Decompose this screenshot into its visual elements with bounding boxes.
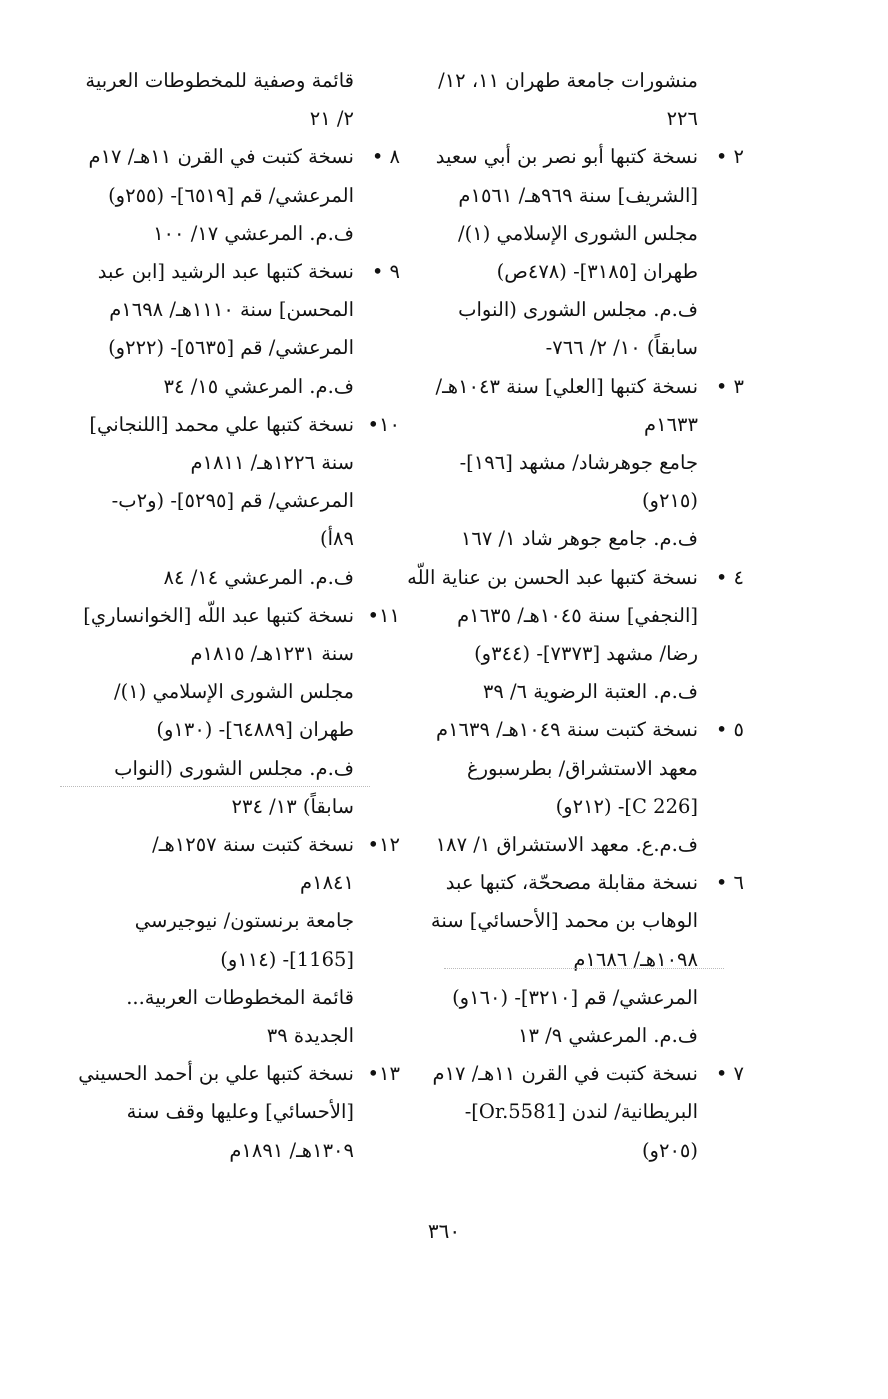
text-line: [الشريف] سنة ٩٦٩هـ/ ١٥٦١م xyxy=(458,183,698,207)
text-line: نسخة كتبها [العلي] سنة ١٠٤٣هـ/ xyxy=(435,374,698,398)
text-line: البريطانية/ لندن [Or.5581]- xyxy=(464,1100,698,1124)
text-line: نسخة كتبت سنة ١٢٥٧هـ/ xyxy=(152,833,354,857)
manuscript-entry xyxy=(50,406,400,597)
text-line: (٢١٥و) xyxy=(641,489,698,513)
text-line: [النجفي] سنة ١٠٤٥هـ/ ١٦٣٥م xyxy=(457,603,698,627)
text-line: ف.م.ع. معهد الاستشراق ١/ ١٨٧ xyxy=(435,833,698,857)
text-line: ف.م. المرعشي ٩/ ١٣ xyxy=(518,1024,698,1048)
text-line: ٢/ ٢١ xyxy=(309,107,354,131)
text-line: سابقاً) ١٠/ ٢/ ٧٦٦- xyxy=(545,336,698,360)
entry-number: ١٠• xyxy=(367,412,400,436)
text-line: نسخة كتبها أبو نصر بن أبي سعيد xyxy=(435,145,698,169)
text-line: ف.م. جامع جوهر شاد ١/ ١٦٧ xyxy=(460,527,698,551)
text-line: منشورات جامعة طهران ١١، ١٢/ xyxy=(438,69,698,92)
text-line: [C 226]- (٢١٢و) xyxy=(555,794,698,818)
text-line: سنة ١٢٢٦هـ/ ١٨١١م xyxy=(190,451,354,475)
text-line: نسخة كتبها عبد الرشيد [ابن عبد xyxy=(97,260,354,284)
text-line: ٨٩أ) xyxy=(320,527,354,551)
manuscript-entry xyxy=(396,711,744,864)
entry-number: ٥ • xyxy=(715,718,744,742)
text-line: [1165]- (١١٤و) xyxy=(220,947,354,971)
entry-number: ١٣• xyxy=(367,1062,400,1086)
text-line: جامع جوهرشاد/ مشهد [١٩٦]- xyxy=(459,451,698,475)
text-line: ٢٢٦ xyxy=(666,107,698,131)
text-line: ف.م. المرعشي ١٥/ ٣٤ xyxy=(163,374,354,398)
text-line: قائمة وصفية للمخطوطات العربية xyxy=(85,69,354,92)
manuscript-entry xyxy=(50,138,400,253)
right-column xyxy=(396,62,744,1170)
text-line: مجلس الشورى الإسلامي (١)/ xyxy=(114,680,354,704)
manuscript-entry xyxy=(50,597,400,826)
entry-number: ٦ • xyxy=(715,871,744,895)
text-line: المرعشي/ قم [٥٦٣٥]- (٢٢٢و) xyxy=(108,336,354,360)
entry-number: ٨ • xyxy=(371,145,400,169)
text-line: نسخة كتبها علي بن أحمد الحسيني xyxy=(78,1062,354,1086)
continuation-block xyxy=(396,62,744,138)
divider xyxy=(60,786,370,787)
text-line: المرعشي/ قم [٣٢١٠]- (١٦٠و) xyxy=(452,985,698,1009)
manuscript-entry xyxy=(50,253,400,406)
text-line: ف.م. العتبة الرضوية ٦/ ٣٩ xyxy=(482,680,698,704)
text-line: ف.م. المرعشي ١٤/ ٨٤ xyxy=(163,565,354,589)
manuscript-entry xyxy=(396,368,744,559)
text-line: ١٣٠٩هـ/ ١٨٩١م xyxy=(229,1138,354,1162)
entry-number: ١١• xyxy=(367,603,400,627)
text-line: نسخة كتبها عبد اللّه [الخوانساري] xyxy=(83,603,354,627)
text-line: نسخة مقابلة مصححّة، كتبها عبد xyxy=(445,871,698,895)
manuscript-entry xyxy=(396,559,744,712)
text-line: ف.م. مجلس الشورى (النواب xyxy=(114,756,354,780)
entry-number: ٧ • xyxy=(715,1062,744,1086)
entry-number: ٩ • xyxy=(371,260,400,284)
text-line: نسخة كتبها عبد الحسن بن عناية اللّه xyxy=(407,565,698,589)
text-line: ف.م. المرعشي ١٧/ ١٠٠ xyxy=(153,221,354,245)
text-line: المرعشي/ قم [٥٢٩٥]- (و٢ب- xyxy=(111,489,354,513)
text-line: طهران [٦٤٨٨٩]- (١٣٠و) xyxy=(156,718,354,742)
manuscript-entry xyxy=(396,1055,744,1170)
text-line: سنة ١٢٣١هـ/ ١٨١٥م xyxy=(190,642,354,666)
entry-number: ٣ • xyxy=(715,374,744,398)
text-line: ١٨٤١م xyxy=(300,871,354,895)
text-line: نسخة كتبت في القرن ١١هـ/ ١٧م xyxy=(88,145,354,169)
text-line: قائمة المخطوطات العربية... xyxy=(126,985,354,1009)
text-line: [الأحسائي] وعليها وقف سنة xyxy=(126,1100,354,1124)
text-line: جامعة برنستون/ نيوجيرسي xyxy=(134,909,354,933)
page-number: ٣٦٠ xyxy=(427,1219,461,1243)
text-line: الجديدة ٣٩ xyxy=(266,1024,354,1048)
text-line: نسخة كتبت سنة ١٠٤٩هـ/ ١٦٣٩م xyxy=(436,718,698,742)
text-line: نسخة كتبت في القرن ١١هـ/ ١٧م xyxy=(432,1062,698,1086)
text-line: معهد الاستشراق/ بطرسبورغ xyxy=(466,756,698,780)
text-line: رضا/ مشهد [٧٣٧٣]- (٣٤٤و) xyxy=(474,642,698,666)
text-line: ف.م. مجلس الشورى (النواب xyxy=(458,298,698,322)
text-line: مجلس الشورى الإسلامي (١)/ xyxy=(458,221,698,245)
text-line: المحسن] سنة ١١١٠هـ/ ١٦٩٨م xyxy=(109,298,354,322)
text-line: نسخة كتبها علي محمد [اللنجاني] xyxy=(89,412,354,436)
text-line: ١٠٩٨هـ/ ١٦٨٦م xyxy=(573,947,698,971)
entry-number: ٢ • xyxy=(715,145,744,169)
continuation-block xyxy=(50,62,400,138)
manuscript-entry xyxy=(396,864,744,1055)
left-column xyxy=(50,62,400,1170)
entry-number: ١٢• xyxy=(367,833,400,857)
text-line: طهران [٣١٨٥]- (٤٧٨ص) xyxy=(496,260,698,284)
entry-number: ٤ • xyxy=(715,565,744,589)
text-line: الوهاب بن محمد [الأحسائي] سنة xyxy=(430,909,698,933)
divider xyxy=(444,968,724,969)
manuscript-entry xyxy=(396,138,744,367)
text-line: المرعشي/ قم [٦٥١٩]- (٢٥٥و) xyxy=(108,183,354,207)
manuscript-entry xyxy=(50,1055,400,1170)
text-line: ١٦٣٣م xyxy=(644,412,698,436)
text-line: سابقاً) ١٣/ ٢٣٤ xyxy=(231,794,354,818)
text-line: (٢٠٥و) xyxy=(641,1138,698,1162)
manuscript-entry xyxy=(50,826,400,1055)
